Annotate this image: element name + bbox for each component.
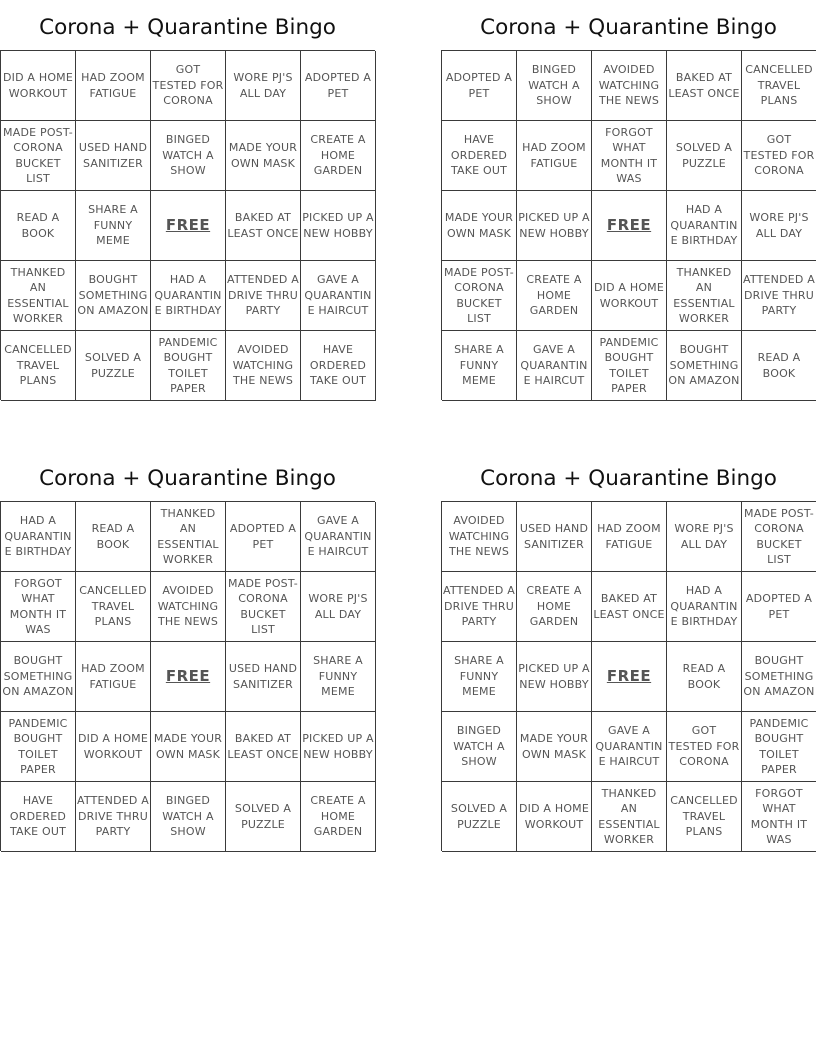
bingo-card-4: [441, 451, 816, 851]
bingo-cell: CREATE A HOME GARDEN: [517, 261, 592, 331]
bingo-cell: WORE PJ'S ALL DAY: [301, 572, 376, 642]
bingo-cell: AVOIDED WATCHING THE NEWS: [226, 331, 301, 401]
bingo-cell: HAD ZOOM FATIGUE: [76, 51, 151, 121]
bingo-cell: READ A BOOK: [742, 331, 816, 401]
bingo-cell: THANKED AN ESSENTIAL WORKER: [667, 261, 742, 331]
free-space-cell: FREE: [592, 642, 667, 712]
card-title: Corona + Quarantine Bingo: [39, 15, 336, 40]
bingo-cell: CREATE A HOME GARDEN: [517, 572, 592, 642]
bingo-cell: SOLVED A PUZZLE: [76, 331, 151, 401]
bingo-cell: THANKED AN ESSENTIAL WORKER: [1, 261, 76, 331]
bingo-cell: ATTENDED A DRIVE THRU PARTY: [742, 261, 816, 331]
bingo-cell: CREATE A HOME GARDEN: [301, 121, 376, 191]
bingo-cell: HAVE ORDERED TAKE OUT: [442, 121, 517, 191]
bingo-cell: GOT TESTED FOR CORONA: [151, 51, 226, 121]
bingo-cell: GOT TESTED FOR CORONA: [667, 712, 742, 782]
bingo-cell: HAD ZOOM FATIGUE: [76, 642, 151, 712]
bingo-cell: CANCELLED TRAVEL PLANS: [742, 51, 816, 121]
bingo-cell: THANKED AN ESSENTIAL WORKER: [592, 782, 667, 852]
bingo-cell: ATTENDED A DRIVE THRU PARTY: [76, 782, 151, 852]
card-title: Corona + Quarantine Bingo: [480, 466, 777, 491]
bingo-cell: DID A HOME WORKOUT: [1, 51, 76, 121]
bingo-cell: READ A BOOK: [667, 642, 742, 712]
bingo-cell: HAVE ORDERED TAKE OUT: [1, 782, 76, 852]
bingo-cell: MADE POST-CORONA BUCKET LIST: [442, 261, 517, 331]
bingo-cell: SOLVED A PUZZLE: [226, 782, 301, 852]
bingo-cell: CREATE A HOME GARDEN: [301, 782, 376, 852]
bingo-card-1: [0, 0, 375, 400]
bingo-cell: DID A HOME WORKOUT: [76, 712, 151, 782]
bingo-cell: GAVE A QUARANTINE HAIRCUT: [517, 331, 592, 401]
bingo-cell: MADE POST-CORONA BUCKET LIST: [1, 121, 76, 191]
bingo-cell: GAVE A QUARANTINE HAIRCUT: [301, 502, 376, 572]
card-title: Corona + Quarantine Bingo: [480, 15, 777, 40]
bingo-cell: HAD A QUARANTINE BIRTHDAY: [1, 502, 76, 572]
bingo-cell: FORGOT WHAT MONTH IT WAS: [592, 121, 667, 191]
bingo-cell: AVOIDED WATCHING THE NEWS: [442, 502, 517, 572]
bingo-cell: PICKED UP A NEW HOBBY: [301, 712, 376, 782]
bingo-cell: BAKED AT LEAST ONCE: [226, 712, 301, 782]
bingo-cell: READ A BOOK: [1, 191, 76, 261]
bingo-cell: HAD A QUARANTINE BIRTHDAY: [667, 572, 742, 642]
bingo-cell: BINGED WATCH A SHOW: [151, 782, 226, 852]
bingo-cell: SHARE A FUNNY MEME: [76, 191, 151, 261]
bingo-cell: BOUGHT SOMETHING ON AMAZON: [1, 642, 76, 712]
bingo-cell: PANDEMIC BOUGHT TOILET PAPER: [742, 712, 816, 782]
bingo-cell: READ A BOOK: [76, 502, 151, 572]
bingo-cell: USED HAND SANITIZER: [76, 121, 151, 191]
bingo-cell: HAD A QUARANTINE BIRTHDAY: [667, 191, 742, 261]
bingo-cell: BOUGHT SOMETHING ON AMAZON: [742, 642, 816, 712]
bingo-cell: GAVE A QUARANTINE HAIRCUT: [592, 712, 667, 782]
bingo-cell: MADE YOUR OWN MASK: [517, 712, 592, 782]
bingo-cell: FORGOT WHAT MONTH IT WAS: [1, 572, 76, 642]
bingo-cell: HAD ZOOM FATIGUE: [517, 121, 592, 191]
bingo-cell: PANDEMIC BOUGHT TOILET PAPER: [1, 712, 76, 782]
bingo-grid: [0, 501, 375, 851]
bingo-cell: AVOIDED WATCHING THE NEWS: [151, 572, 226, 642]
bingo-cell: AVOIDED WATCHING THE NEWS: [592, 51, 667, 121]
bingo-cell: ADOPTED A PET: [442, 51, 517, 121]
card-title: Corona + Quarantine Bingo: [39, 466, 336, 491]
bingo-cell: HAVE ORDERED TAKE OUT: [301, 331, 376, 401]
bingo-cell: SOLVED A PUZZLE: [667, 121, 742, 191]
bingo-cell: HAD ZOOM FATIGUE: [592, 502, 667, 572]
bingo-cell: ADOPTED A PET: [226, 502, 301, 572]
bingo-cell: MADE YOUR OWN MASK: [151, 712, 226, 782]
bingo-cell: BOUGHT SOMETHING ON AMAZON: [667, 331, 742, 401]
bingo-cell: SHARE A FUNNY MEME: [442, 642, 517, 712]
bingo-cell: ATTENDED A DRIVE THRU PARTY: [226, 261, 301, 331]
bingo-cell: CANCELLED TRAVEL PLANS: [76, 572, 151, 642]
bingo-cell: CANCELLED TRAVEL PLANS: [1, 331, 76, 401]
bingo-cell: WORE PJ'S ALL DAY: [667, 502, 742, 572]
free-space-cell: FREE: [151, 191, 226, 261]
free-space-cell: FREE: [151, 642, 226, 712]
bingo-cell: BAKED AT LEAST ONCE: [226, 191, 301, 261]
bingo-cell: WORE PJ'S ALL DAY: [742, 191, 816, 261]
bingo-cell: ADOPTED A PET: [742, 572, 816, 642]
bingo-cell: SOLVED A PUZZLE: [442, 782, 517, 852]
bingo-cell: MADE YOUR OWN MASK: [442, 191, 517, 261]
bingo-grid: [0, 50, 375, 400]
free-space-cell: FREE: [592, 191, 667, 261]
bingo-cell: ADOPTED A PET: [301, 51, 376, 121]
bingo-cell: USED HAND SANITIZER: [517, 502, 592, 572]
bingo-cell: FORGOT WHAT MONTH IT WAS: [742, 782, 816, 852]
bingo-grid: [441, 50, 816, 400]
bingo-cell: GOT TESTED FOR CORONA: [742, 121, 816, 191]
bingo-card-3: [0, 451, 375, 851]
bingo-cell: MADE POST-CORONA BUCKET LIST: [742, 502, 816, 572]
bingo-cell: BINGED WATCH A SHOW: [151, 121, 226, 191]
bingo-cell: PICKED UP A NEW HOBBY: [517, 191, 592, 261]
bingo-cell: BAKED AT LEAST ONCE: [667, 51, 742, 121]
bingo-cell: PANDEMIC BOUGHT TOILET PAPER: [151, 331, 226, 401]
bingo-cell: DID A HOME WORKOUT: [517, 782, 592, 852]
bingo-cell: MADE YOUR OWN MASK: [226, 121, 301, 191]
bingo-cell: PICKED UP A NEW HOBBY: [301, 191, 376, 261]
bingo-cell: SHARE A FUNNY MEME: [301, 642, 376, 712]
bingo-card-2: [441, 0, 816, 400]
bingo-cell: ATTENDED A DRIVE THRU PARTY: [442, 572, 517, 642]
bingo-cell: BAKED AT LEAST ONCE: [592, 572, 667, 642]
bingo-cell: SHARE A FUNNY MEME: [442, 331, 517, 401]
bingo-cell: BOUGHT SOMETHING ON AMAZON: [76, 261, 151, 331]
bingo-cell: BINGED WATCH A SHOW: [517, 51, 592, 121]
bingo-cell: PICKED UP A NEW HOBBY: [517, 642, 592, 712]
bingo-cell: GAVE A QUARANTINE HAIRCUT: [301, 261, 376, 331]
bingo-cell: BINGED WATCH A SHOW: [442, 712, 517, 782]
bingo-cell: MADE POST-CORONA BUCKET LIST: [226, 572, 301, 642]
bingo-cell: HAD A QUARANTINE BIRTHDAY: [151, 261, 226, 331]
bingo-cell: WORE PJ'S ALL DAY: [226, 51, 301, 121]
bingo-grid: [441, 501, 816, 851]
bingo-cell: USED HAND SANITIZER: [226, 642, 301, 712]
bingo-cell: CANCELLED TRAVEL PLANS: [667, 782, 742, 852]
bingo-cell: THANKED AN ESSENTIAL WORKER: [151, 502, 226, 572]
bingo-cell: DID A HOME WORKOUT: [592, 261, 667, 331]
bingo-cell: PANDEMIC BOUGHT TOILET PAPER: [592, 331, 667, 401]
